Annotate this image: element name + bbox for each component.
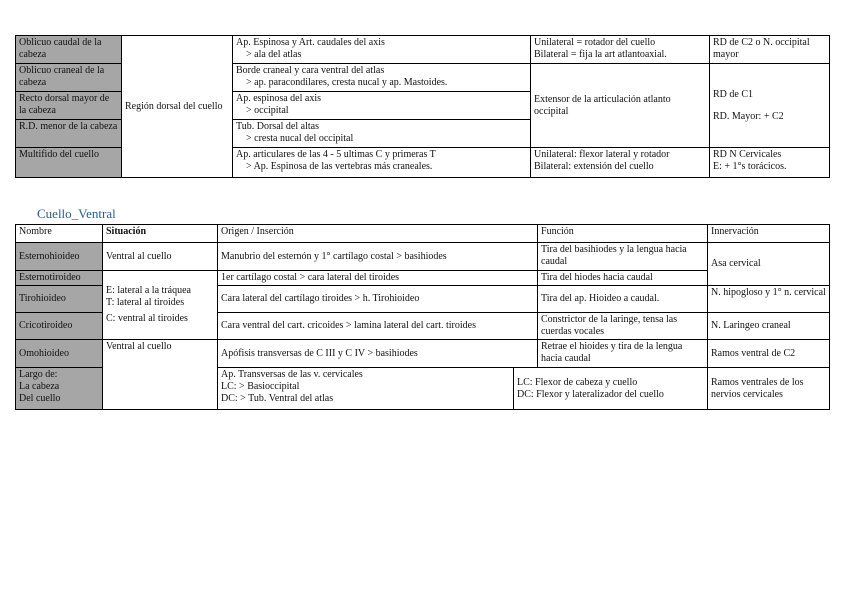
insercion-text: > occipital bbox=[246, 105, 289, 116]
funcion-text: Bilateral = fija la art atlantoaxial. bbox=[534, 49, 667, 60]
inervacion-text: RD. Mayor: + C2 bbox=[713, 110, 784, 122]
muscle-name-line: Largo de: bbox=[19, 369, 58, 380]
funcion-cell bbox=[531, 36, 710, 64]
situacion-cell: Ventral al cuello bbox=[103, 243, 218, 271]
origen-cell: Apófisis transversas de C III y C IV > basihiodes bbox=[218, 340, 538, 368]
header-origen: Origen / Inserción bbox=[218, 225, 538, 243]
origen-cell bbox=[233, 120, 531, 148]
inervacion-cell: Ramos ventral de C2 bbox=[708, 340, 830, 368]
muscle-name-cell: Recto dorsal mayor de la cabeza bbox=[16, 92, 122, 120]
ventral-neck-table bbox=[15, 224, 830, 410]
origen-text: LC: > Basioccipital bbox=[221, 381, 300, 392]
section-title: Cuello_Ventral bbox=[37, 206, 116, 221]
situacion-cell: Ventral al cuello bbox=[103, 340, 218, 410]
header-inervacion: Innervación bbox=[708, 225, 830, 243]
muscle-name-line: La cabeza bbox=[19, 381, 60, 392]
header-funcion: Función bbox=[538, 225, 708, 243]
inervacion-cell bbox=[710, 148, 830, 178]
muscle-name-cell: R.D. menor de la cabeza bbox=[16, 120, 122, 148]
muscle-name-cell: Esternohioideo bbox=[16, 243, 103, 271]
situacion-text: E: lateral a la tráquea bbox=[106, 285, 191, 296]
origen-text: Borde craneal y cara ventral del atlas bbox=[236, 65, 385, 76]
inervacion-cell: N. hipogloso y 1° n. cervical bbox=[708, 286, 830, 313]
origen-cell bbox=[233, 148, 531, 178]
situacion-cell bbox=[103, 271, 218, 340]
origen-cell bbox=[233, 36, 531, 64]
origen-cell: Cara ventral del cart. cricoides > lamina lateral del cart. tiroides bbox=[218, 313, 538, 340]
inervacion-cell: Ramos ventrales de los nervios cervicales bbox=[708, 368, 830, 410]
situacion-text: C: ventral al tiroides bbox=[106, 313, 188, 324]
funcion-cell: Tira del hiodes hacia caudal bbox=[538, 271, 708, 286]
muscle-name-cell: Multifido del cuello bbox=[16, 148, 122, 178]
inervacion-cell bbox=[710, 64, 830, 148]
muscle-name-cell: Esternotiroideo bbox=[16, 271, 103, 286]
inervacion-text: E: + 1°s torácicos. bbox=[713, 161, 787, 172]
origen-text: Tub. Dorsal del altas bbox=[236, 121, 319, 132]
muscle-name-cell bbox=[16, 368, 103, 410]
muscle-name-cell: Cricotiroideo bbox=[16, 313, 103, 340]
funcion-text: DC: Flexor y lateralizador del cuello bbox=[517, 388, 664, 400]
funcion-text: Bilateral: extensión del cuello bbox=[534, 161, 654, 172]
funcion-cell bbox=[531, 148, 710, 178]
header-nombre: Nombre bbox=[16, 225, 103, 243]
muscle-name-cell: Omohioideo bbox=[16, 340, 103, 368]
dorsal-neck-table bbox=[15, 35, 830, 178]
muscle-name-cell: Oblicuo craneal de la cabeza bbox=[16, 64, 122, 92]
origen-cell: 1er cartílago costal > cara lateral del tiroides bbox=[218, 271, 538, 286]
inervacion-cell: RD de C2 o N. occipital mayor bbox=[710, 36, 830, 64]
muscle-name-line: Del cuello bbox=[19, 393, 61, 404]
origen-cell bbox=[233, 64, 531, 92]
header-situacion: Situación bbox=[103, 225, 218, 243]
muscle-name-cell: Tirohioideo bbox=[16, 286, 103, 313]
situacion-cell: Región dorsal del cuello bbox=[122, 36, 233, 178]
muscle-name-cell: Oblicuo caudal de la cabeza bbox=[16, 36, 122, 64]
funcion-text: LC: Flexor de cabeza y cuello bbox=[517, 376, 638, 388]
origen-text: Ap. Espinosa y Art. caudales del axis bbox=[236, 37, 385, 48]
funcion-text: Unilateral = rotador del cuello bbox=[534, 37, 656, 48]
inervacion-text: RD de C1 bbox=[713, 88, 753, 100]
origen-text: Ap. articulares de las 4 - 5 ultimas C y primeras T bbox=[236, 149, 436, 160]
origen-cell: Cara lateral del cartílago tiroides > h. Tirohioideo bbox=[218, 286, 538, 313]
funcion-cell: Retrae el hioides y tira de la lengua hacia caudal bbox=[538, 340, 708, 368]
origen-text: DC: > Tub. Ventral del atlas bbox=[221, 393, 334, 404]
insercion-text: > ap. paracondilares, cresta nucal y ap. Mastoides. bbox=[246, 77, 448, 88]
origen-text: Ap. espinosa del axis bbox=[236, 93, 321, 104]
inervacion-cell: N. Laringeo craneal bbox=[708, 313, 830, 340]
origen-text: Ap. Transversas de las v. cervicales bbox=[221, 369, 363, 380]
origen-cell: Manubrio del esternón y 1° cartílago costal > basihiodes bbox=[218, 243, 538, 271]
funcion-cell: Constrictor de la laringe, tensa las cuerdas vocales bbox=[538, 313, 708, 340]
funcion-cell: Tira del basihiodes y la lengua hacia caudal bbox=[538, 243, 708, 271]
insercion-text: > cresta nucal del occipital bbox=[246, 133, 354, 144]
insercion-text: > ala del atlas bbox=[246, 49, 302, 60]
origen-cell bbox=[218, 368, 514, 410]
funcion-cell: Extensor de la articulación atlanto occipital bbox=[531, 64, 710, 148]
insercion-text: > Ap. Espinosa de las vertebras más craneales. bbox=[246, 161, 433, 172]
situacion-text: T: lateral al tiroides bbox=[106, 297, 185, 308]
inervacion-cell: Asa cervical bbox=[708, 243, 830, 286]
funcion-cell: Tira del ap. Hioideo a caudal. bbox=[538, 286, 708, 313]
origen-cell bbox=[233, 92, 531, 120]
funcion-cell bbox=[514, 368, 708, 410]
funcion-text: Unilateral: flexor lateral y rotador bbox=[534, 149, 670, 160]
inervacion-text: RD N Cervicales bbox=[713, 149, 782, 160]
